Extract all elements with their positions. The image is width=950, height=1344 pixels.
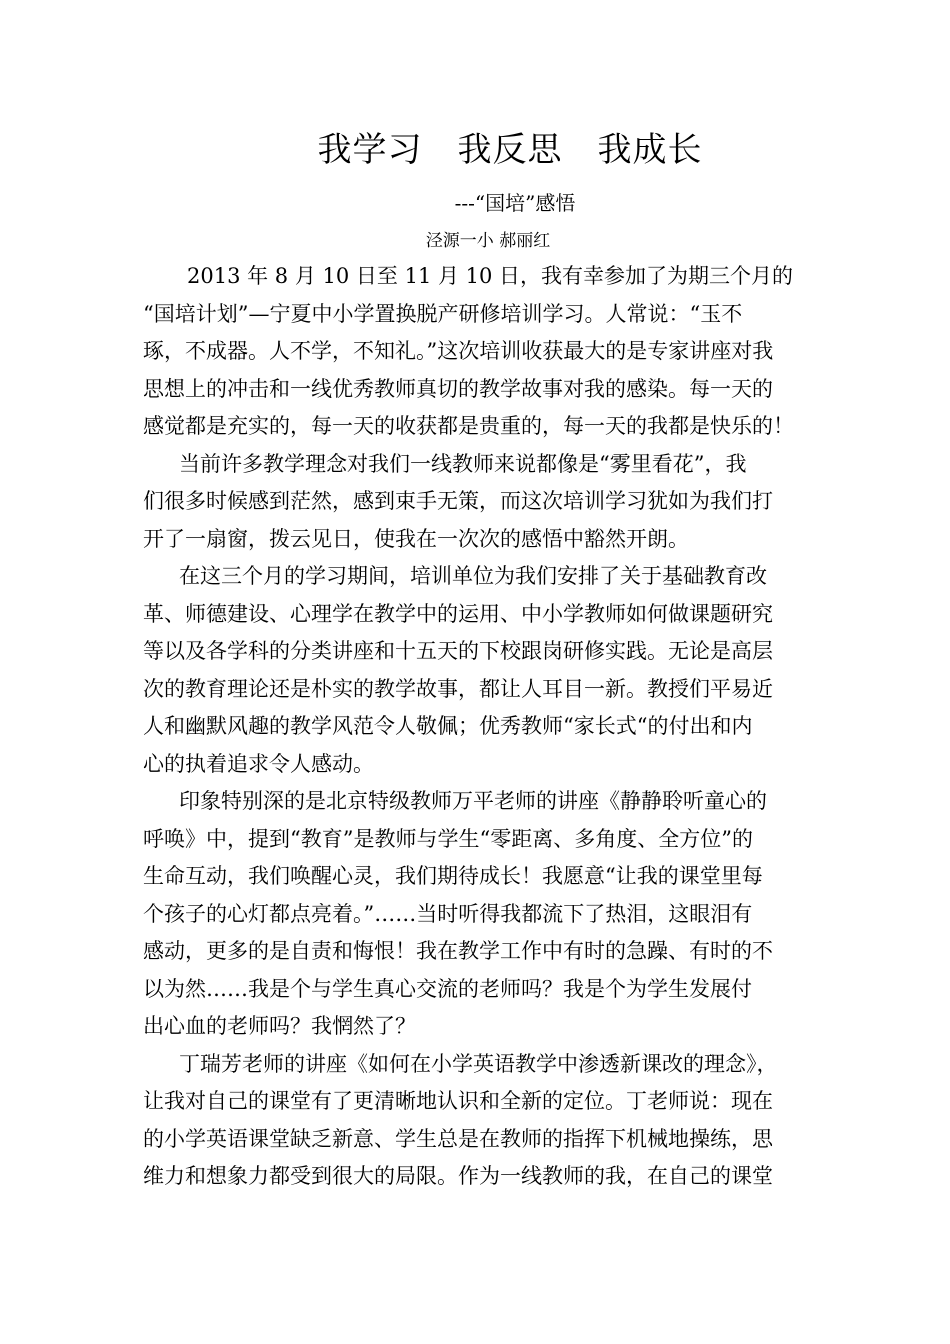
- body-line: 呼唤》中，提到“教育”是教师与学生“零距离、多角度、全方位”的: [143, 826, 753, 851]
- body-line: 2013 年 8 月 10 日至 11 月 10 日，我有幸参加了为期三个月的: [187, 264, 794, 288]
- document-title: 我学习 我反思 我成长: [317, 130, 703, 170]
- body-line: 们很多时候感到茫然，感到束手无策，而这次培训学习犹如为我们打: [143, 489, 773, 513]
- document-author: 泾源一小 郝丽红: [425, 231, 551, 251]
- body-line: 的小学英语课堂缺乏新意、学生总是在教师的指挥下机械地操练，思: [143, 1126, 773, 1151]
- body-line: 琢，不成器。人不学，不知礼。”这次培训收获最大的是专家讲座对我: [143, 339, 774, 363]
- body-line: 次的教育理论还是朴实的教学故事，都让人耳目一新。教授们平易近: [143, 676, 773, 701]
- document-body: [143, 258, 833, 1196]
- body-line: 个孩子的心灯都点亮着。”……当时听得我都流下了热泪，这眼泪有: [143, 901, 753, 926]
- body-line: 人和幽默风趣的教学风范令人敬佩；优秀教师“家长式“的付出和内: [143, 714, 753, 738]
- body-line: 革、师德建设、心理学在教学中的运用、中小学教师如何做课题研究: [143, 601, 773, 626]
- body-line: “国培计划”—宁夏中小学置换脱产研修培训学习。人常说：“玉不: [143, 301, 743, 326]
- document-subtitle: ---“国培”感悟: [454, 191, 576, 215]
- body-line: 感觉都是充实的，每一天的收获都是贵重的，每一天的我都是快乐的！: [143, 414, 794, 438]
- body-line: 在这三个月的学习期间，培训单位为我们安排了关于基础教育改: [179, 564, 767, 588]
- body-line: 让我对自己的课堂有了更清晰地认识和全新的定位。丁老师说：现在: [143, 1089, 773, 1113]
- body-line: 印象特别深的是北京特级教师万平老师的讲座《静静聆听童心的: [179, 789, 767, 813]
- body-line: 心的执着追求令人感动。: [143, 751, 374, 776]
- body-line: 等以及各学科的分类讲座和十五天的下校跟岗研修实践。无论是高层: [143, 639, 773, 663]
- body-line: 当前许多教学理念对我们一线教师来说都像是“雾里看花”，我: [179, 451, 747, 476]
- body-line: 丁瑞芳老师的讲座《如何在小学英语教学中渗透新课改的理念》，: [179, 1051, 778, 1076]
- body-line: 以为然……我是个与学生真心交流的老师吗？我是个为学生发展付: [143, 976, 752, 1001]
- body-line: 思想上的冲击和一线优秀教师真切的教学故事对我的感染。每一天的: [143, 376, 773, 401]
- body-line: 感动，更多的是自责和悔恨！我在教学工作中有时的急躁、有时的不: [143, 939, 773, 963]
- body-line: 生命互动，我们唤醒心灵，我们期待成长！我愿意“让我的课堂里每: [143, 864, 763, 888]
- body-line: 维力和想象力都受到很大的局限。作为一线教师的我，在自己的课堂: [143, 1164, 773, 1188]
- body-line: 出心血的老师吗？我惘然了？: [143, 1014, 416, 1038]
- body-line: 开了一扇窗，拨云见日，使我在一次次的感悟中豁然开朗。: [143, 526, 689, 551]
